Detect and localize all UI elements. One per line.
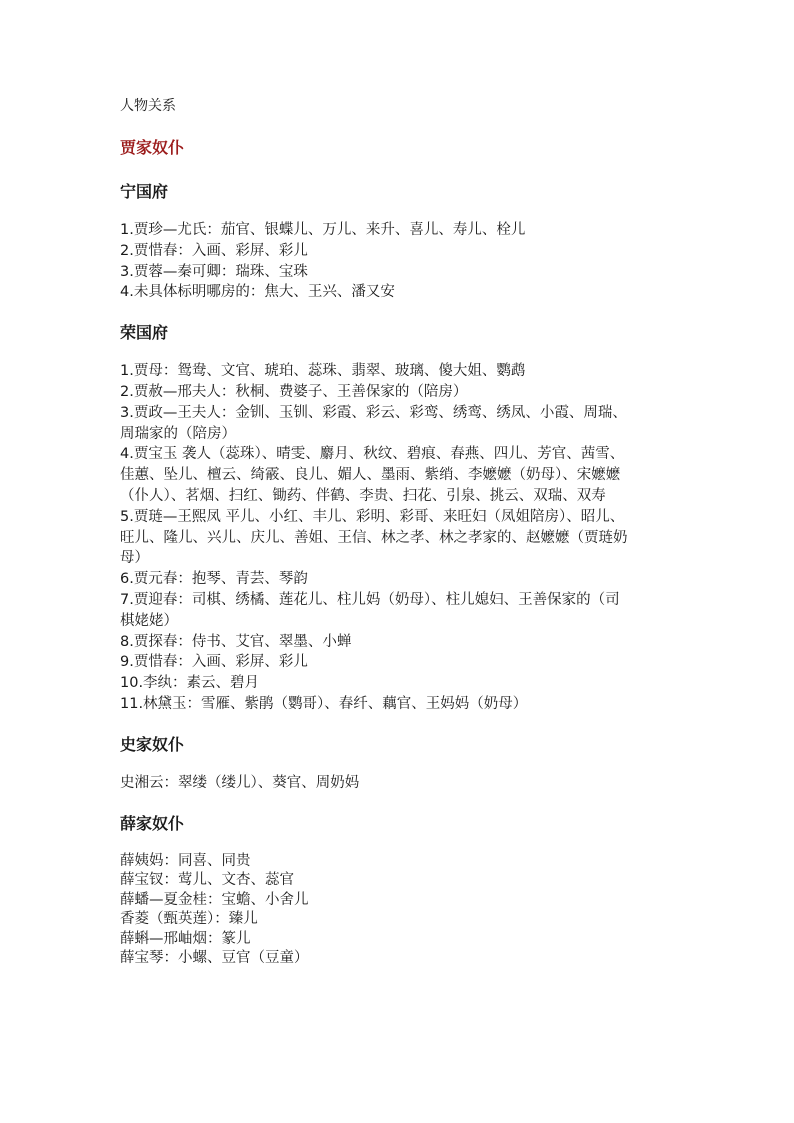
xue-list — [120, 852, 680, 969]
list-item: 6.贾元春：抱琴、青芸、琴韵 — [120, 571, 308, 588]
list-item: 1.贾珍—尤氏：茄官、银蝶儿、万儿、来升、喜儿、寿儿、栓儿 — [120, 222, 526, 238]
list-item: 7.贾迎春：司棋、绣橘、莲花儿、柱儿妈（奶母）、柱儿媳妇、王善保家的（司 — [120, 591, 620, 608]
list-item: 2.贾赦—邢夫人：秋桐、费婆子、王善保家的（陪房） — [120, 383, 468, 400]
list-item: 2.贾惜春：入画、彩屏、彩儿 — [120, 242, 308, 259]
list-item: 3.贾政—王夫人：金钏、玉钏、彩霞、彩云、彩鸾、绣鸾、绣凤、小霞、周瑞、 — [120, 404, 627, 421]
list-item: 香菱（甄英莲）：臻儿 — [120, 911, 258, 928]
list-item: （仆人）、茗烟、扫红、锄药、伴鹤、李贵、扫花、引泉、挑云、双瑞、双寿 — [120, 487, 606, 504]
doc-title: 人物关系 — [120, 98, 176, 114]
ningguo-list — [120, 220, 680, 303]
subsection-heading-ningguo: 宁国府 — [120, 182, 169, 201]
list-item: 1.贾母：鸳鸯、文官、琥珀、蕊珠、翡翠、玻璃、傻大姐、鹦鹉 — [120, 363, 526, 380]
list-item: 佳蕙、坠儿、檀云、绮霰、良儿、媚人、墨雨、紫绡、李嬷嬷（奶母）、宋嬷嬷 — [120, 467, 621, 484]
list-item: 周瑞家的（陪房） — [120, 425, 236, 442]
list-item: 旺儿、隆儿、兴儿、庆儿、善姐、王信、林之孝、林之孝家的、赵嬷嬷（贾琏奶 — [120, 529, 628, 546]
list-item: 10.李纨：素云、碧月 — [120, 675, 260, 692]
list-item: 史湘云：翠缕（缕儿）、葵官、周奶妈 — [120, 774, 360, 791]
list-item: 4.未具体标明哪房的：焦大、王兴、潘又安 — [120, 284, 395, 301]
subsection-heading-rongguo: 荣国府 — [120, 323, 169, 343]
list-item: 4.贾宝玉 袭人（蕊珠）、晴雯、麝月、秋纹、碧痕、春燕、四儿、芳官、茜雪、 — [120, 446, 625, 463]
list-item: 薛姨妈：同喜、同贵 — [120, 852, 251, 869]
list-item: 薛蟠—夏金桂：宝蟾、小舍儿 — [120, 891, 309, 908]
list-item: 8.贾探春：侍书、艾官、翠墨、小蝉 — [120, 633, 352, 650]
list-item: 11.林黛玉：雪雁、紫鹃（鹦哥）、春纤、藕官、王妈妈（奶母） — [120, 695, 528, 712]
list-item: 薛宝钗：莺儿、文杏、蕊官 — [120, 872, 294, 889]
list-item: 母） — [120, 550, 149, 567]
section-heading-jia: 贾家奴仆 — [120, 138, 185, 157]
list-item: 5.贾琏—王熙凤 平儿、小红、丰儿、彩明、彩哥、来旺妇（凤姐陪房）、昭儿、 — [120, 508, 625, 525]
document-page — [120, 96, 680, 987]
list-item: 3.贾蓉—秦可卿：瑞珠、宝珠 — [120, 263, 308, 280]
list-item: 9.贾惜春：入画、彩屏、彩儿 — [120, 654, 308, 671]
list-item: 薛宝琴：小螺、豆官（豆童） — [120, 950, 309, 967]
list-item: 棋姥姥） — [120, 612, 178, 629]
shi-list — [120, 773, 680, 794]
list-item: 薛蝌—邢岫烟：篆儿 — [120, 930, 251, 947]
section-heading-xue: 薛家奴仆 — [120, 813, 185, 833]
section-heading-shi: 史家奴仆 — [120, 734, 185, 754]
rongguo-list — [120, 361, 680, 715]
